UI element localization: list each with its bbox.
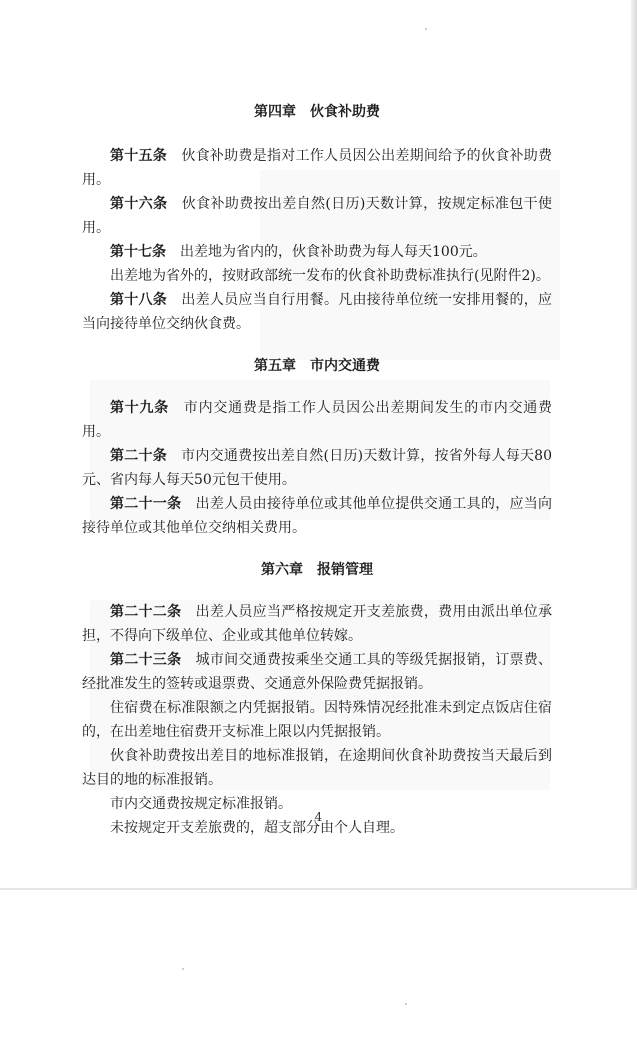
article-number: 第十九条 bbox=[110, 400, 170, 416]
scan-bottom-edge bbox=[0, 888, 637, 890]
article-16 bbox=[82, 192, 552, 240]
paragraph-text: 未按规定开支差旅费的，超支部分由个人自理。 bbox=[110, 820, 404, 836]
article-number: 第十八条 bbox=[110, 292, 168, 308]
article-number: 第二十条 bbox=[110, 448, 167, 464]
chapter-title: 第六章 报销管理 bbox=[261, 562, 373, 578]
article-text: 伙食补助费是指对工作人员因公出差期间给予的伙食补助费用。 bbox=[82, 148, 553, 188]
chapter-title: 第四章 伙食补助费 bbox=[254, 104, 380, 120]
article-15 bbox=[82, 144, 552, 192]
article-23-lodging bbox=[82, 696, 552, 744]
article-text: 出差人员由接待单位或其他单位提供交通工具的，应当向接待单位或其他单位交纳相关费用。 bbox=[82, 496, 553, 536]
article-text: 市内交通费是指工作人员因公出差期间发生的市内交通费用。 bbox=[82, 400, 553, 440]
article-text: 城市间交通费按乘坐交通工具的等级凭据报销，订票费、经批准发生的签转或退票费、交通意外保险费凭据报销。 bbox=[82, 652, 553, 692]
article-23 bbox=[82, 648, 552, 696]
article-number: 第十六条 bbox=[110, 196, 168, 212]
paragraph-text: 伙食补助费按出差目的地标准报销，在途期间伙食补助费按当天最后到达目的地的标准报销。 bbox=[82, 748, 552, 788]
chapter-title: 第五章 市内交通费 bbox=[254, 358, 380, 374]
article-18 bbox=[82, 288, 552, 336]
article-text: 伙食补助费按出差自然(日历)天数计算，按规定标准包干使用。 bbox=[82, 196, 552, 236]
article-19 bbox=[82, 396, 552, 444]
article-number: 第二十一条 bbox=[110, 496, 182, 512]
paragraph-text: 市内交通费按规定标准报销。 bbox=[110, 796, 292, 812]
article-22 bbox=[82, 600, 552, 648]
article-17-continued bbox=[82, 264, 552, 288]
article-number: 第十五条 bbox=[110, 148, 168, 164]
article-text: 出差地为省内的，伙食补助费为每人每天100元。 bbox=[166, 244, 487, 260]
scan-edge bbox=[631, 0, 637, 890]
scan-speck bbox=[182, 968, 184, 970]
article-number: 第十七条 bbox=[110, 244, 166, 260]
page-number: 4 bbox=[314, 810, 323, 824]
article-21 bbox=[82, 492, 552, 540]
article-20 bbox=[82, 444, 552, 492]
article-23-meals bbox=[82, 744, 552, 792]
article-text: 出差人员应当自行用餐。凡由接待单位统一安排用餐的，应当向接待单位交纳伙食费。 bbox=[82, 292, 553, 332]
article-text: 市内交通费按出差自然(日历)天数计算，按省外每人每天80元、省内每人每天50元包干使用。 bbox=[82, 448, 552, 488]
article-number: 第二十二条 bbox=[110, 604, 182, 620]
article-17 bbox=[82, 240, 552, 264]
article-number: 第二十三条 bbox=[110, 652, 182, 668]
article-text: 出差人员应当严格按规定开支差旅费，费用由派出单位承担，不得向下级单位、企业或其他单位转嫁。 bbox=[82, 604, 553, 644]
scan-speck bbox=[405, 1003, 407, 1005]
scan-speck bbox=[425, 28, 427, 30]
document-page bbox=[82, 100, 552, 840]
paragraph-text: 住宿费在标准限额之内凭据报销。因特殊情况经批准未到定点饭店住宿的，在出差地住宿费开支标准上限以内凭据报销。 bbox=[82, 700, 552, 740]
paragraph-text: 出差地为省外的，按财政部统一发布的伙食补助费标准执行(见附件2)。 bbox=[110, 268, 550, 284]
